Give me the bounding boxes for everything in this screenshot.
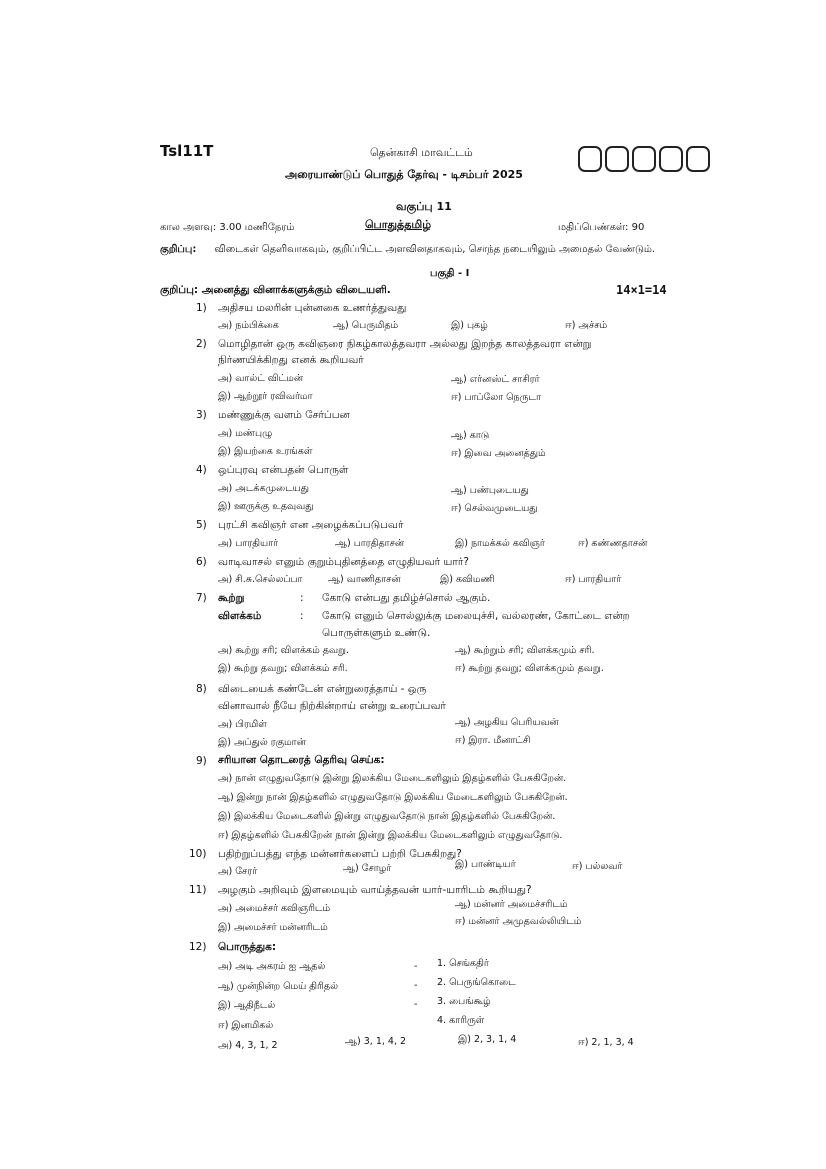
option-b: ஆ) வாணிதாசன்	[328, 574, 401, 585]
question-text: விடையைக் கண்டேன் என்றுரைத்தாய் - ஒரு	[218, 683, 427, 695]
option-c: இ) நாமக்கல் கவிஞர்	[455, 538, 545, 549]
question-number: 2)	[196, 338, 207, 350]
question-text: நிர்ணயிக்கிறது எனக் கூறியவர்	[218, 354, 364, 366]
option-d: ஈ) கூற்று தவறு; விளக்கமும் தவறு.	[455, 663, 604, 674]
register-box	[686, 146, 710, 172]
question-text: அதிசய மலரின் புன்னகை உணர்த்துவது	[218, 302, 407, 314]
match-right-item: 4. காரிருள்	[437, 1015, 485, 1026]
section-instruction: குறிப்பு: அனைத்து வினாக்களுக்கும் விடையளி.	[160, 284, 391, 296]
option-d: ஈ) செல்வமுடையது	[451, 503, 538, 514]
question-text: புரட்சி கவிஞர் என அழைக்கப்படுபவர்	[218, 519, 404, 531]
option-c: இ) கூற்று தவறு; விளக்கம் சரி.	[218, 663, 348, 674]
option-a: அ) வால்ட் விட்மன்	[218, 373, 304, 384]
option-b: ஆ) மன்னர் அமைச்சரிடம்	[455, 899, 568, 910]
option-a: அ) அடக்கமுடையது	[218, 483, 310, 494]
question-number: 7)	[196, 592, 207, 604]
match-right-item: 1. செங்கதிர்	[437, 958, 489, 969]
option-c: இ) அப்துல் ரகுமான்	[218, 737, 306, 748]
option-b: ஆ) பெருமிதம்	[333, 320, 399, 331]
option-a: அ) கூற்று சரி; விளக்கம் தவறு.	[218, 645, 349, 656]
question-text: பதிற்றுப்பத்து எந்த மன்னர்களைப் பற்றி பேசுகிறது?	[218, 848, 462, 860]
question-number: 3)	[196, 409, 207, 421]
option-a: அ) பாரதியார்	[218, 538, 279, 549]
class-label: வகுப்பு 11	[396, 200, 452, 213]
question-number: 5)	[196, 519, 207, 531]
question-text: ஒப்புரவு என்பதன் பொருள்	[218, 464, 349, 476]
question-number: 9)	[196, 755, 207, 767]
general-note	[160, 244, 655, 256]
reason-text: கோடு எனும் சொல்லுக்கு மலையுச்சி, வல்லரண், கோட்டை என்ற	[322, 610, 630, 622]
option-a: அ) 4, 3, 1, 2	[218, 1040, 278, 1051]
question-number: 6)	[196, 556, 207, 568]
question-text: மொழிதான் ஒரு கவிஞரை நிகழ்காலத்தவரா அல்லது இறந்த காலத்தவரா என்று	[218, 338, 592, 350]
option-b: ஆ) பாரதிதாசன்	[335, 538, 405, 549]
option-d: ஈ) பல்லவர்	[572, 861, 623, 872]
question-number: 11)	[189, 884, 207, 896]
question-text: மண்ணுக்கு வளம் சேர்ப்பன	[218, 409, 350, 421]
option-c: இ) ஆற்றூர் ரவிவர்மா	[218, 391, 313, 402]
reason-label: விளக்கம்	[218, 610, 262, 622]
option-c: இ) ஊருக்கு உதவுவது	[218, 501, 314, 512]
option-a: அ) அமைச்சர் கவிஞரிடம்	[218, 903, 331, 914]
option-d: ஈ) பாப்லோ நெருடா	[451, 392, 541, 403]
option-c: இ) கவிமணி	[440, 574, 495, 585]
option-b: ஆ) எர்னஸ்ட் சாசிரர்	[451, 374, 540, 385]
district-name: தென்காசி மாவட்டம்	[370, 146, 473, 159]
option-a: அ) நான் எழுதுவதோடு இன்று இலக்கிய மேடைகளிலும் இதழ்களில் பேசுகிறேன்.	[218, 773, 567, 784]
match-dash: -	[414, 980, 418, 991]
option-b: ஆ) இன்று நான் இதழ்களில் எழுதுவதோடு இலக்கிய மேடைகளிலும் பேசுகிறேன்.	[218, 792, 568, 803]
option-c: இ) இலக்கிய மேடைகளில் இன்று எழுதுவதோடு நான் இதழ்களில் பேசுகிறேன்.	[218, 811, 556, 822]
option-a: அ) பிரமிள்	[218, 719, 267, 730]
register-box	[659, 146, 683, 172]
option-a: அ) நம்பிக்கை	[218, 320, 279, 331]
option-b: ஆ) 3, 1, 4, 2	[345, 1036, 407, 1047]
option-c: இ) 2, 3, 1, 4	[458, 1034, 517, 1045]
question-text: வாடிவாசல் எனும் குறும்புதினத்தை எழுதியவர் யார்?	[218, 556, 469, 568]
question-text: வினாவால் நீயே நிற்கின்றாய் என்று உரைப்பவர்	[218, 700, 446, 712]
question-text: பொருத்துக:	[218, 941, 277, 953]
option-c: இ) புகழ்	[451, 320, 488, 331]
option-b: ஆ) சோழர்	[343, 863, 392, 874]
option-a: அ) சி.சு.செல்லப்பா	[218, 574, 303, 585]
register-number-boxes	[578, 146, 710, 172]
match-left-item: அ) அடி அகரம் ஐ ஆதல்	[218, 961, 326, 972]
question-text: சரியான தொடரைத் தெரிவு செய்க:	[218, 754, 385, 766]
option-a: அ) மண்புழு	[218, 428, 273, 439]
assertion-text: கோடு என்பது தமிழ்ச்சொல் ஆகும்.	[322, 592, 491, 604]
option-d: ஈ) இரா. மீனாட்சி	[455, 735, 531, 746]
option-c: இ) பாண்டியர்	[455, 859, 516, 870]
register-box	[605, 146, 629, 172]
question-number: 12)	[189, 941, 207, 953]
reason-text: பொருள்களும் உண்டு.	[322, 627, 431, 639]
option-d: ஈ) மன்னர் அமுதவல்லியிடம்	[455, 916, 582, 927]
option-d: ஈ) இதழ்களில் பேசுகிறேன் நான் இன்று இலக்கிய மேடைகளிலும் எழுதுவதோடு.	[218, 830, 563, 841]
option-b: ஆ) காடு	[451, 430, 490, 441]
option-d: ஈ) 2, 1, 3, 4	[578, 1037, 634, 1048]
question-number: 4)	[196, 464, 207, 476]
exam-title: அரையாண்டுப் பொதுத் தேர்வு - டிசம்பர் 2025	[285, 168, 523, 181]
question-text: அழகும் அறிவும் இளமையும் வாய்த்தவன் யார்-யாரிடம் கூறியது?	[218, 884, 532, 896]
option-d: ஈ) அச்சம்	[565, 320, 608, 331]
option-a: அ) சேரர்	[218, 866, 258, 877]
option-c: இ) இயற்கை உரங்கள்	[218, 446, 313, 457]
match-dash: -	[414, 999, 418, 1010]
option-b: ஆ) அழகிய பெரியவன்	[455, 717, 559, 728]
option-c: இ) அமைச்சர் மன்னரிடம்	[218, 922, 328, 933]
section-score: 14×1=14	[616, 283, 667, 297]
note-label: குறிப்பு:	[160, 244, 197, 255]
colon: :	[300, 592, 304, 604]
match-left-item: ஈ) இனமிகல்	[218, 1020, 274, 1031]
option-b: ஆ) கூற்றும் சரி; விளக்கமும் சரி.	[455, 645, 595, 656]
question-number: 8)	[196, 683, 207, 695]
match-left-item: ஆ) முன்நின்ற மெய் திரிதல்	[218, 981, 338, 992]
time-duration: கால அளவு: 3.00 மணிநேரம்	[160, 222, 295, 233]
match-left-item: இ) ஆதிநீடல்	[218, 1000, 276, 1011]
match-right-item: 3. பைங்கூழ்	[437, 996, 491, 1007]
part-title: பகுதி - I	[430, 268, 470, 279]
total-marks: மதிப்பெண்கள்: 90	[558, 222, 645, 233]
note-text: விடைகள் தெளிவாகவும், குறிப்பிட்ட அளவினதாகவும், சொந்த நடையிலும் அமைதல் வேண்டும்.	[214, 244, 656, 255]
subject-title: பொதுத்தமிழ்	[365, 218, 432, 231]
register-box	[578, 146, 602, 172]
question-number: 10)	[189, 848, 207, 860]
option-d: ஈ) இவை அனைத்தும்	[451, 448, 546, 459]
option-b: ஆ) பண்புடையது	[451, 485, 529, 496]
paper-code: Tsl11T	[160, 142, 214, 160]
colon: :	[300, 610, 304, 622]
register-box	[632, 146, 656, 172]
match-dash: -	[414, 961, 418, 972]
option-d: ஈ) கண்ணதாசன்	[578, 538, 648, 549]
assertion-label: கூற்று	[218, 592, 245, 604]
option-d: ஈ) பாரதியார்	[565, 574, 622, 585]
question-number: 1)	[196, 302, 207, 314]
match-right-item: 2. பெருங்கொடை	[437, 977, 516, 988]
